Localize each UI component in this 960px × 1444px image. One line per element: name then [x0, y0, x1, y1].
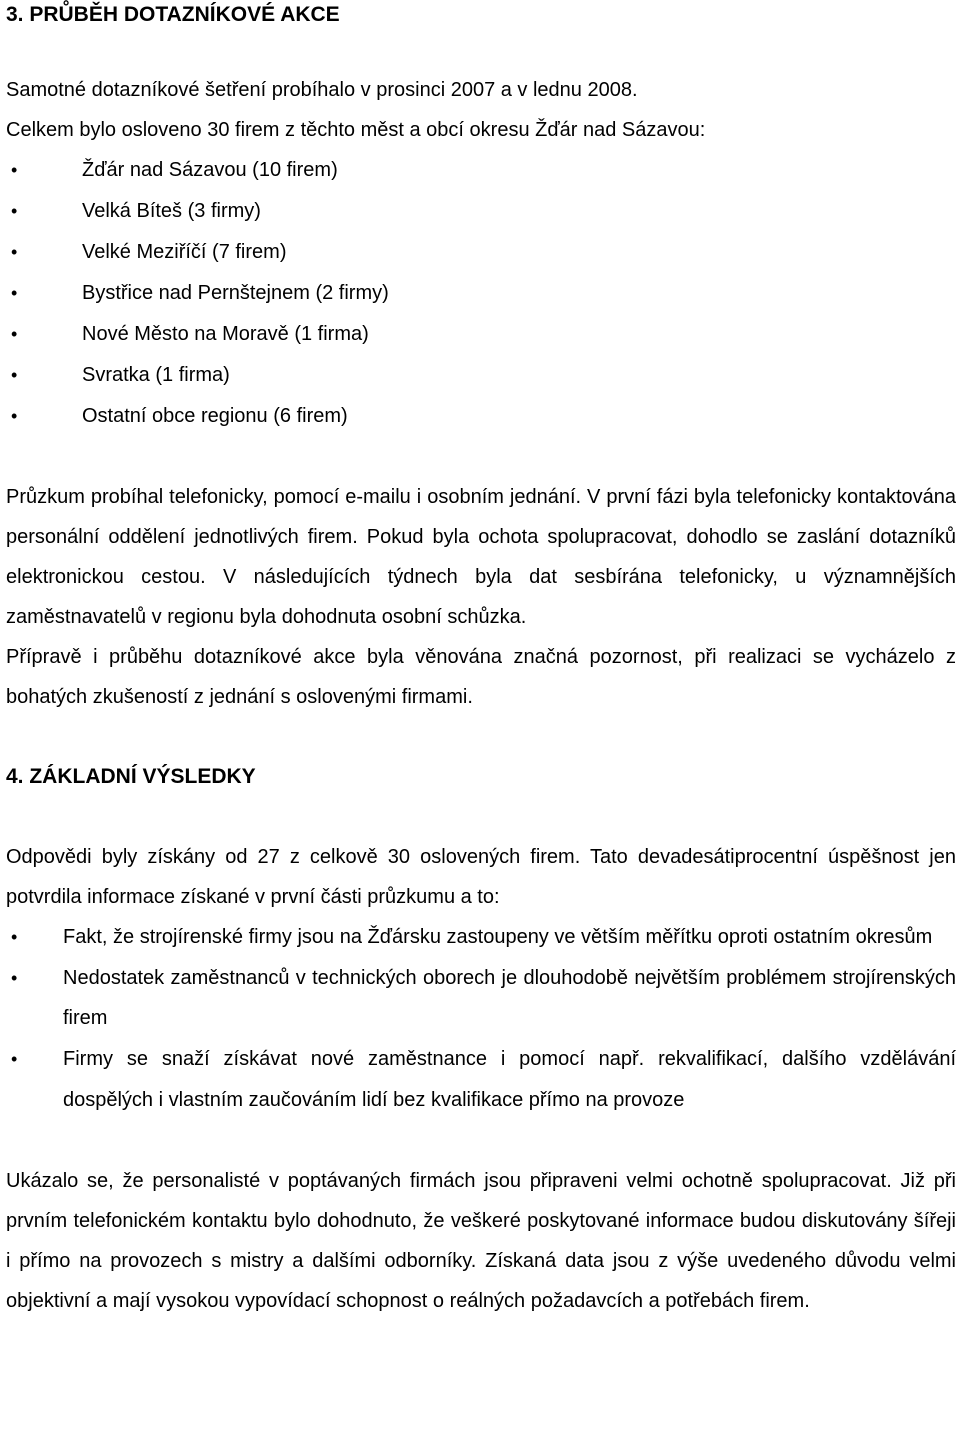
list-item	[6, 917, 956, 958]
survey-method-paragraph: Průzkum probíhal telefonicky, pomocí e-mailu i osobním jednání. V první fázi byla telefonicky kontaktována personální oddělení jednotlivých firem. Pokud byla ochota spolupracovat, dohodlo se zaslání dotazníků elektronickou cestou. V následujících týdnech byla dat sesbírána telefonicky, u významnějších zaměstnavatelů v regionu byla dohodnuta osobní schůzka.	[6, 486, 956, 628]
bullet-icon: •	[11, 927, 18, 947]
spacer	[6, 717, 956, 757]
bullet-icon: •	[11, 242, 18, 262]
document-page	[6, 0, 956, 1321]
spacer	[6, 797, 956, 837]
bullet-icon: •	[11, 406, 18, 426]
town-label: Svratka (1 firma)	[82, 364, 230, 386]
list-item	[6, 191, 956, 232]
list-item	[6, 150, 956, 191]
spacer	[6, 30, 956, 70]
findings-list	[6, 917, 956, 1121]
list-item	[6, 273, 956, 314]
section-3-heading: 3. PRŮBĚH DOTAZNÍKOVÉ AKCE	[6, 3, 340, 26]
spacer	[6, 1121, 956, 1161]
spacer	[6, 437, 956, 477]
list-item	[6, 958, 956, 1039]
bullet-icon: •	[11, 365, 18, 385]
town-label: Bystřice nad Pernštejnem (2 firmy)	[82, 282, 389, 304]
bullet-icon: •	[11, 160, 18, 180]
finding-text: Fakt, že strojírenské firmy jsou na Žďársku zastoupeny ve větším měřítku oproti ostatním okresům	[63, 926, 933, 948]
town-label: Nové Město na Moravě (1 firma)	[82, 323, 369, 345]
bullet-icon: •	[11, 324, 18, 344]
town-label: Ostatní obce regionu (6 firem)	[82, 405, 348, 427]
town-label: Žďár nad Sázavou (10 firem)	[82, 159, 338, 181]
towns-list	[6, 150, 956, 437]
town-label: Velké Meziříčí (7 firem)	[82, 241, 287, 263]
list-item	[6, 314, 956, 355]
bullet-icon: •	[11, 283, 18, 303]
cooperation-paragraph: Ukázalo se, že personalisté v poptávaných firmách jsou připraveni velmi ochotně spolupracovat. Již při prvním telefonickém kontaktu bylo dohodnuto, že veškeré poskytované informace budou diskutovány šířeji i přímo na provozech s mistry a dalšími odborníky. Získaná data jsou z výše uvedeného důvodu velmi objektivní a mají vysokou vypovídací schopnost o reálných požadavcích a potřebách firem.	[6, 1169, 956, 1312]
list-item	[6, 355, 956, 396]
results-intro-paragraph: Odpovědi byly získány od 27 z celkově 30 oslovených firem. Tato devadesátiprocentní úspěšnost jen potvrdila informace získané v první části průzkumu a to:	[6, 846, 956, 908]
intro-line-1: Samotné dotazníkové šetření probíhalo v prosinci 2007 a v lednu 2008.	[6, 79, 638, 101]
town-label: Velká Bíteš (3 firmy)	[82, 200, 261, 222]
preparation-paragraph: Přípravě i průběhu dotazníkové akce byla věnována značná pozornost, při realizaci se vycházelo z bohatých zkušeností z jednání s oslovenými firmami.	[6, 646, 956, 708]
finding-text: Nedostatek zaměstnanců v technických oborech je dlouhodobě největším problémem strojírenských firem	[63, 966, 956, 1030]
finding-text: Firmy se snaží získávat nové zaměstnance i pomocí např. rekvalifikací, dalšího vzdělávání dospělých i vlastním zaučováním lidí bez kvalifikace přímo na provoze	[63, 1048, 956, 1111]
list-item	[6, 396, 956, 437]
bullet-icon: •	[11, 201, 18, 221]
section-4-heading: 4. ZÁKLADNÍ VÝSLEDKY	[6, 765, 256, 788]
list-item	[6, 232, 956, 273]
bullet-icon: •	[11, 1049, 18, 1070]
bullet-icon: •	[11, 967, 18, 988]
list-item	[6, 1039, 956, 1120]
intro-line-2: Celkem bylo osloveno 30 firem z těchto měst a obcí okresu Žďár nad Sázavou:	[6, 119, 706, 141]
